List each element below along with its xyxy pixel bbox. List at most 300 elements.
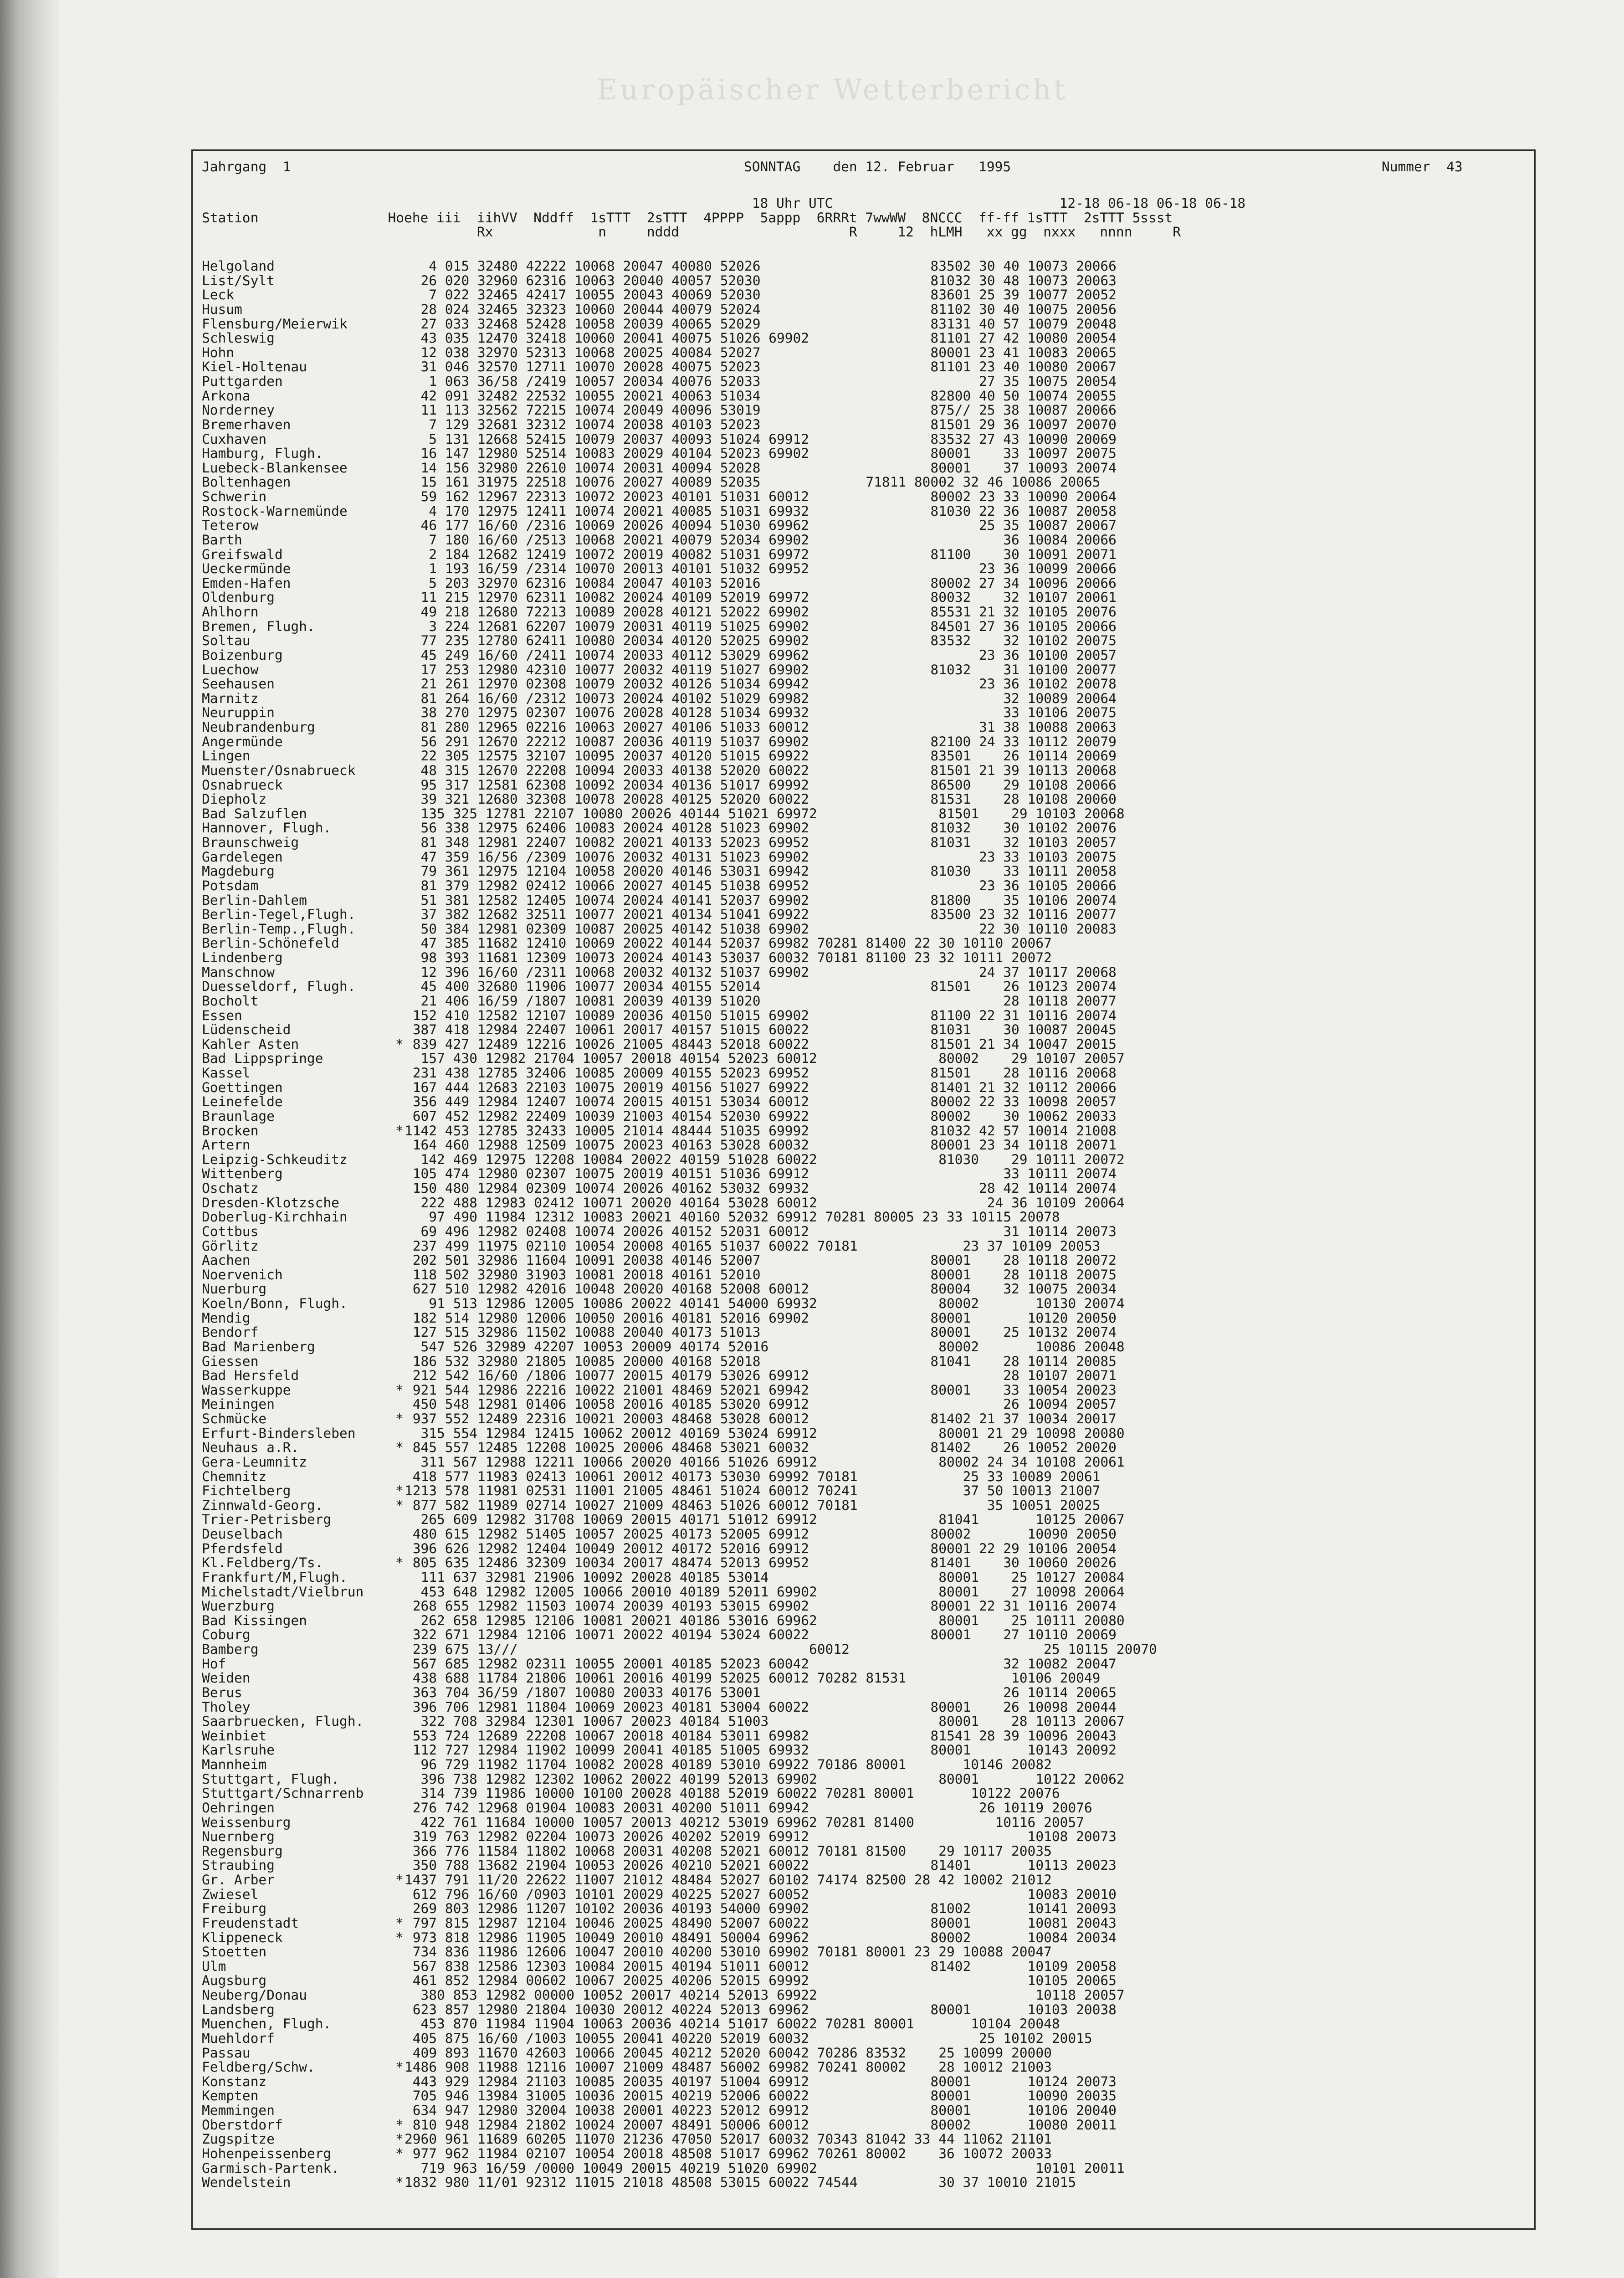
- station-name: Muehldorf: [202, 2030, 275, 2046]
- mountain-station-marker: [395, 288, 405, 303]
- observation-groups: 5 131 12668 52415 10079 20037 40093 51024 69912 83532 27 43 10090 20069: [405, 431, 1117, 447]
- mountain-station-marker: [395, 1153, 405, 1167]
- observation-groups: 453 648 12982 12005 10066 20010 40189 52011 69902 80001 27 10098 20064: [405, 1584, 1125, 1600]
- observation-groups: 387 418 12984 22407 10061 20017 40157 51015 60022 81031 30 10087 20045: [405, 1022, 1117, 1038]
- observation-groups: 142 469 12975 12208 10084 20022 40159 51028 60022 81030 29 10111 20072: [405, 1151, 1125, 1167]
- table-row: [202, 2032, 1157, 2046]
- table-row: [202, 317, 1157, 332]
- mountain-station-marker: [395, 1945, 405, 1960]
- station-name: Deuselbach: [202, 1526, 283, 1542]
- observation-groups: 1437 791 11/20 22622 11007 21012 48484 52027 60102 74174 82500 28 42 10002 21012: [405, 1872, 1052, 1888]
- table-row: [202, 1614, 1157, 1628]
- mountain-station-marker: *: [395, 1382, 404, 1398]
- station-name: Nuernberg: [202, 1829, 275, 1845]
- mountain-station-marker: [395, 1686, 405, 1700]
- table-row: [202, 1426, 1157, 1441]
- mountain-station-marker: [395, 1671, 405, 1686]
- station-name: Kl.Feldberg/Ts.: [202, 1555, 323, 1571]
- mountain-station-marker: [395, 317, 405, 332]
- table-row: [202, 994, 1157, 1009]
- station-name: Greifswald: [202, 546, 283, 562]
- station-name: Meiningen: [202, 1396, 275, 1412]
- station-name: Bocholt: [202, 993, 259, 1009]
- observation-groups: 239 675 13/// 60012 25 10115 20070: [405, 1642, 1157, 1657]
- table-row: [202, 2017, 1157, 2032]
- table-row: [202, 1268, 1157, 1283]
- mountain-station-marker: [395, 836, 405, 850]
- observation-groups: 118 502 32980 31903 10081 20018 40161 52010 80001 28 10118 20075: [405, 1267, 1117, 1283]
- station-name: Doberlug-Kirchhain: [202, 1209, 348, 1225]
- station-name: Nuerburg: [202, 1281, 267, 1297]
- mountain-station-marker: [395, 1239, 405, 1254]
- table-row: [202, 1196, 1157, 1211]
- table-row: [202, 1470, 1157, 1484]
- column-header-line-3: Rx n nddd R 12 hLMH xx gg nxxx nnnn R: [202, 224, 1181, 240]
- mountain-station-marker: [395, 360, 405, 375]
- observation-groups: 81 280 12965 02216 10063 20027 40106 51033 60012 31 38 10088 20063: [405, 719, 1117, 735]
- station-name: Mannheim: [202, 1757, 267, 1772]
- mountain-station-marker: *: [395, 2175, 404, 2191]
- mountain-station-marker: [395, 1426, 405, 1441]
- station-name: Puttgarden: [202, 374, 283, 389]
- observation-groups: 453 870 11984 11904 10063 20036 40214 51017 60022 70281 80001 10104 20048: [405, 2016, 1060, 2032]
- table-row: [202, 274, 1157, 288]
- observation-groups: 405 875 16/60 /1003 10055 20041 40220 52019 60032 25 10102 20015: [405, 2030, 1092, 2046]
- table-row: [202, 1369, 1157, 1383]
- table-row: [202, 360, 1157, 375]
- station-name: Zwiesel: [202, 1886, 259, 1902]
- observation-groups: 7 180 16/60 /2513 10068 20021 40079 52034 69902 36 10084 20066: [405, 532, 1117, 548]
- observation-groups: 97 490 11984 12312 10083 20021 40160 52032 69912 70281 80005 23 33 10115 20078: [405, 1209, 1060, 1225]
- table-row: [202, 980, 1157, 994]
- observation-groups: 21 261 12970 02308 10079 20032 40126 51034 69942 23 36 10102 20078: [405, 676, 1117, 692]
- table-row: [202, 504, 1157, 519]
- station-name: Flensburg/Meierwik: [202, 316, 348, 332]
- observation-groups: 1213 578 11981 02531 11001 21005 48461 51024 60012 70241 37 50 10013 21007: [405, 1483, 1101, 1499]
- mountain-station-marker: [395, 2104, 405, 2118]
- observation-groups: 4 015 32480 42222 10068 20047 40080 52026 83502 30 40 10073 20066: [405, 258, 1117, 274]
- mountain-station-marker: [395, 792, 405, 807]
- observation-groups: 567 838 12586 12303 10084 20015 40194 51011 60012 81402 10109 20058: [405, 1958, 1117, 1974]
- mountain-station-marker: [395, 2075, 405, 2089]
- observation-groups: 547 526 32989 42207 10053 20009 40174 52016 80002 10086 20048: [405, 1339, 1125, 1354]
- mountain-station-marker: [395, 548, 405, 562]
- mountain-station-marker: [395, 1570, 405, 1585]
- table-row: [202, 893, 1157, 908]
- observation-groups: 1832 980 11/01 92312 11015 21018 48508 53015 60022 74544 30 37 10010 21015: [405, 2175, 1076, 2191]
- table-row: [202, 620, 1157, 634]
- table-row: [202, 590, 1157, 605]
- observation-groups: 567 685 12982 02311 10055 20001 40185 52023 60042 32 10082 20047: [405, 1656, 1117, 1672]
- mountain-station-marker: [395, 1960, 405, 1974]
- observation-groups: 37 382 12682 32511 10077 20021 40134 51041 69922 83500 23 32 10116 20077: [405, 907, 1117, 923]
- mountain-station-marker: [395, 1470, 405, 1484]
- mountain-station-marker: *: [395, 1411, 404, 1426]
- mountain-station-marker: [395, 1542, 405, 1556]
- mountain-station-marker: [395, 951, 405, 965]
- observation-groups: 2 184 12682 12419 10072 20019 40082 51031 69972 81100 30 10091 20071: [405, 546, 1117, 562]
- mountain-station-marker: *: [395, 1440, 404, 1456]
- observation-groups: 47 359 16/56 /2309 10076 20032 40131 51023 69902 23 33 10103 20075: [405, 849, 1117, 865]
- station-name: Ahlhorn: [202, 604, 259, 620]
- table-row: [202, 2118, 1157, 2133]
- observation-groups: 719 963 16/59 /0000 10049 20015 40219 51020 69902 10101 20011: [405, 2160, 1125, 2176]
- mountain-station-marker: [395, 1513, 405, 1527]
- table-row: [202, 1902, 1157, 1916]
- station-name: Angermünde: [202, 734, 283, 749]
- table-row: [202, 1311, 1157, 1326]
- mountain-station-marker: [395, 1095, 405, 1109]
- table-row: [202, 1743, 1157, 1758]
- table-row: [202, 288, 1157, 303]
- mountain-station-marker: [395, 778, 405, 793]
- station-name: Bad Salzuflen: [202, 806, 307, 821]
- observation-groups: 95 317 12581 62308 10092 20034 40136 51017 69992 86500 29 10108 20066: [405, 777, 1117, 793]
- table-row: [202, 303, 1157, 317]
- table-row: [202, 807, 1157, 821]
- station-name: Weinbiet: [202, 1728, 267, 1744]
- station-name: Stuttgart/Schnarrenb: [202, 1785, 364, 1801]
- station-name: Gr. Arber: [202, 1872, 275, 1888]
- mountain-station-marker: [395, 1657, 405, 1672]
- station-name: Artern: [202, 1137, 251, 1153]
- observation-groups: 81 348 12981 22407 10082 20021 40133 52023 69952 81031 32 10103 20057: [405, 835, 1117, 850]
- observation-groups: 322 708 32984 12301 10067 20023 40184 51003 80001 28 10113 20067: [405, 1714, 1125, 1729]
- mountain-station-marker: [395, 663, 405, 677]
- observation-groups: 16 147 12980 52514 10083 20029 40104 52023 69902 80001 33 10097 20075: [405, 446, 1117, 462]
- table-row: [202, 1484, 1157, 1498]
- observation-groups: 363 704 36/59 /1807 10080 20033 40176 53001 26 10114 20065: [405, 1684, 1117, 1700]
- observation-groups: 319 763 12982 02204 10073 20026 40202 52019 69912 10108 20073: [405, 1829, 1117, 1845]
- mountain-station-marker: [395, 1354, 405, 1369]
- table-row: [202, 965, 1157, 980]
- observation-groups: 322 671 12984 12106 10071 20022 40194 53024 60022 80001 27 10110 20069: [405, 1627, 1117, 1643]
- table-row: [202, 634, 1157, 648]
- page: [59, 0, 1624, 2278]
- table-row: [202, 1527, 1157, 1542]
- table-row: [202, 259, 1157, 274]
- mountain-station-marker: [395, 1801, 405, 1816]
- observation-groups: 150 480 12984 02309 10074 20026 40162 53032 69932 28 42 10114 20074: [405, 1180, 1117, 1196]
- observation-groups: 50 384 12981 02309 10087 20025 40142 51038 69902 22 30 10110 20083: [405, 921, 1117, 937]
- observation-groups: 22 305 12575 32107 10095 20037 40120 51015 69922 83501 26 10114 20069: [405, 748, 1117, 764]
- table-row: [202, 1844, 1157, 1859]
- observation-groups: 167 444 12683 22103 10075 20019 40156 51027 69922 81401 21 32 10112 20066: [405, 1079, 1117, 1095]
- mountain-station-marker: [395, 1397, 405, 1412]
- table-row: [202, 677, 1157, 692]
- station-name: Hohenpeissenberg: [202, 2145, 332, 2161]
- observation-groups: 1486 908 11988 12116 10007 21009 48487 56002 69982 70241 80002 28 10012 21003: [405, 2059, 1052, 2075]
- mountain-station-marker: *: [395, 1497, 404, 1513]
- observation-groups: 12 396 16/60 /2311 10068 20032 40132 51037 69902 24 37 10117 20068: [405, 964, 1117, 980]
- mountain-station-marker: *: [395, 1915, 404, 1931]
- table-row: [202, 1037, 1157, 1052]
- table-row: [202, 2161, 1157, 2176]
- mountain-station-marker: [395, 1988, 405, 2003]
- mountain-station-marker: [395, 821, 405, 836]
- table-row: [202, 1758, 1157, 1772]
- observation-groups: 977 962 11984 02107 10054 20018 48508 51017 69962 70261 80002 36 10072 20033: [405, 2145, 1052, 2161]
- observation-groups: 51 381 12582 12405 10074 20024 40141 52037 69902 81800 35 10106 20074: [405, 892, 1117, 908]
- station-name: Marnitz: [202, 690, 259, 706]
- station-name: Husum: [202, 301, 242, 317]
- mountain-station-marker: [395, 389, 405, 404]
- mountain-station-marker: [395, 893, 405, 908]
- station-name: Muenchen, Flugh.: [202, 2016, 332, 2032]
- station-name: Hof: [202, 1656, 226, 1672]
- table-row: [202, 1095, 1157, 1109]
- table-row: [202, 792, 1157, 807]
- station-name: Freudenstadt: [202, 1915, 299, 1931]
- observation-groups: 839 427 12489 12216 10026 21005 48443 52018 60022 81501 21 34 10047 20015: [405, 1036, 1117, 1052]
- station-name: Neubrandenburg: [202, 719, 315, 735]
- station-name: Augsburg: [202, 1973, 267, 1989]
- station-name: Ueckermünde: [202, 561, 291, 577]
- table-row: [202, 418, 1157, 432]
- station-name: Oldenburg: [202, 590, 275, 605]
- table-row: [202, 1023, 1157, 1037]
- station-name: Pferdsfeld: [202, 1540, 283, 1556]
- observation-groups: 3 224 12681 62207 10079 20031 40119 51025 69902 84501 27 36 10105 20066: [405, 618, 1117, 634]
- observation-groups: 46 177 16/60 /2316 10069 20026 40094 51030 69962 25 35 10087 20067: [405, 518, 1117, 534]
- table-row: [202, 562, 1157, 576]
- station-name: Hamburg, Flugh.: [202, 446, 323, 462]
- station-name: Oehringen: [202, 1800, 275, 1816]
- observation-groups: 422 761 11684 10000 10057 20013 40212 53019 69962 70281 81400 10116 20057: [405, 1814, 1084, 1830]
- table-row: [202, 432, 1157, 447]
- table-row: [202, 1498, 1157, 1513]
- table-row: [202, 1325, 1157, 1340]
- table-row: [202, 663, 1157, 677]
- table-row: [202, 821, 1157, 836]
- mountain-station-marker: [395, 2032, 405, 2046]
- station-name: Berlin-Tegel,Flugh.: [202, 907, 356, 923]
- mountain-station-marker: [395, 375, 405, 389]
- table-row: [202, 1066, 1157, 1081]
- observation-groups: 314 739 11986 10000 10100 20028 40188 52019 60022 70281 80001 10122 20076: [405, 1785, 1060, 1801]
- observation-groups: 396 706 12981 11804 10069 20023 40181 53004 60022 80001 26 10098 20044: [405, 1699, 1117, 1715]
- observation-groups: 11 113 32562 72215 10074 20049 40096 53019 875// 25 38 10087 20066: [405, 402, 1117, 418]
- observation-groups: 237 499 11975 02110 10054 20008 40165 51037 60022 70181 23 37 10109 20053: [405, 1238, 1101, 1254]
- observation-groups: 276 742 12968 01904 10083 20031 40200 51011 69942 26 10119 20076: [405, 1800, 1092, 1816]
- station-name: Aachen: [202, 1252, 251, 1268]
- station-name: Zinnwald-Georg.: [202, 1497, 323, 1513]
- station-name: Tholey: [202, 1699, 251, 1715]
- station-name: Diepholz: [202, 791, 267, 807]
- mountain-station-marker: [395, 1642, 405, 1657]
- mountain-station-marker: [395, 1729, 405, 1744]
- observation-groups: 17 253 12980 42310 10077 20032 40119 51027 69902 81032 31 10100 20077: [405, 662, 1117, 677]
- station-name: Lingen: [202, 748, 251, 764]
- observation-groups: 921 544 12986 22216 10022 21001 48469 52021 69942 80001 33 10054 20023: [405, 1382, 1117, 1398]
- station-name: Berus: [202, 1684, 242, 1700]
- observation-groups: 186 532 32980 21805 10085 20000 40168 52018 81041 28 10114 20085: [405, 1353, 1117, 1369]
- observation-groups: 77 235 12780 62411 10080 20034 40120 52025 69902 83532 32 10102 20075: [405, 633, 1117, 649]
- observation-groups: 42 091 32482 22532 10055 20021 40063 51034 82800 40 50 10074 20055: [405, 388, 1117, 404]
- observation-groups: 182 514 12980 12006 10050 20016 40181 52016 69902 80001 10120 20050: [405, 1310, 1117, 1326]
- table-row: [202, 475, 1157, 490]
- mountain-station-marker: [395, 490, 405, 504]
- station-name: Hannover, Flugh.: [202, 820, 332, 836]
- mountain-station-marker: [395, 1830, 405, 1844]
- table-row: [202, 1816, 1157, 1830]
- station-name: Duesseldorf, Flugh.: [202, 979, 356, 995]
- table-row: [202, 922, 1157, 937]
- table-row: [202, 836, 1157, 850]
- table-row: [202, 764, 1157, 778]
- station-name: Görlitz: [202, 1238, 259, 1254]
- mountain-station-marker: [395, 864, 405, 879]
- station-name: Lüdenscheid: [202, 1022, 291, 1038]
- station-name: Gera-Leumnitz: [202, 1454, 307, 1470]
- table-row: [202, 1801, 1157, 1816]
- mountain-station-marker: [395, 1902, 405, 1916]
- observation-groups: 810 948 12984 21802 10024 20007 48491 50006 60012 80002 10080 20011: [405, 2117, 1117, 2133]
- mountain-station-marker: *: [395, 1123, 404, 1139]
- mountain-station-marker: [395, 518, 405, 533]
- observation-groups: 1 193 16/59 /2314 10070 20013 40101 51032 69952 23 36 10099 20066: [405, 561, 1117, 577]
- station-name: Bamberg: [202, 1642, 259, 1657]
- table-row: [202, 375, 1157, 389]
- mountain-station-marker: [395, 1758, 405, 1772]
- observation-groups: 4 170 12975 12411 10074 20021 40085 51031 69932 81030 22 36 10087 20058: [405, 503, 1117, 519]
- mountain-station-marker: [395, 1210, 405, 1225]
- table-row: [202, 461, 1157, 476]
- mountain-station-marker: [395, 1743, 405, 1758]
- observation-groups: 627 510 12982 42016 10048 20020 40168 52008 60012 80004 32 10075 20034: [405, 1281, 1117, 1297]
- station-name: Trier-Petrisberg: [202, 1512, 332, 1528]
- table-row: [202, 2003, 1157, 2017]
- table-row: [202, 2075, 1157, 2089]
- mountain-station-marker: [395, 994, 405, 1009]
- station-name: Bremerhaven: [202, 416, 291, 432]
- mountain-station-marker: [395, 749, 405, 764]
- observation-groups: 15 161 31975 22518 10076 20027 40089 52035 71811 80002 32 46 10086 20065: [405, 474, 1101, 490]
- table-row: [202, 850, 1157, 865]
- station-name: Seehausen: [202, 676, 275, 692]
- station-name: Muenster/Osnabrueck: [202, 762, 356, 778]
- station-name: Ulm: [202, 1958, 226, 1974]
- table-row: [202, 1225, 1157, 1239]
- station-name: Straubing: [202, 1857, 275, 1873]
- observation-groups: 553 724 12689 22208 10067 20018 40184 53011 69982 81541 28 39 10096 20043: [405, 1728, 1117, 1744]
- table-row: [202, 1513, 1157, 1527]
- observation-groups: 111 637 32981 21906 10092 20028 40185 53014 80001 25 10127 20084: [405, 1569, 1125, 1585]
- station-name: Freiburg: [202, 1901, 267, 1917]
- mountain-station-marker: [395, 259, 405, 274]
- station-name: Luebeck-Blankensee: [202, 460, 348, 476]
- observation-groups: 450 548 12981 01406 10058 20016 40185 53020 69912 26 10094 20057: [405, 1396, 1117, 1412]
- observation-groups: 231 438 12785 32406 10085 20009 40155 52023 69952 81501 28 10116 20068: [405, 1065, 1117, 1081]
- mountain-station-marker: [395, 1816, 405, 1830]
- table-row: [202, 908, 1157, 922]
- observation-groups: 48 315 12670 22208 10094 20033 40138 52020 60022 81501 21 39 10113 20068: [405, 762, 1117, 778]
- table-row: [202, 2089, 1157, 2104]
- table-row: [202, 1124, 1157, 1139]
- station-name: Emden-Hafen: [202, 575, 291, 591]
- observation-groups: 1 063 36/58 /2419 10057 20034 40076 52033 27 35 10075 20054: [405, 374, 1117, 389]
- station-name: Weissenburg: [202, 1814, 291, 1830]
- table-row: [202, 1988, 1157, 2003]
- station-name: Braunschweig: [202, 835, 299, 850]
- table-row: [202, 1599, 1157, 1614]
- station-name: Cottbus: [202, 1223, 259, 1239]
- mountain-station-marker: [395, 1614, 405, 1628]
- observation-groups: 2960 961 11689 60205 11070 21236 47050 52017 60032 70343 81042 33 44 11062 21101: [405, 2131, 1052, 2147]
- table-row: [202, 1138, 1157, 1153]
- volume-label: Jahrgang 1: [202, 159, 291, 174]
- table-row: [202, 864, 1157, 879]
- observation-groups: 157 430 12982 21704 10057 20018 40154 52023 60012 80002 29 10107 20057: [405, 1051, 1125, 1067]
- observation-groups: 438 688 11784 21806 10061 20016 40199 52025 60012 70282 81531 10106 20049: [405, 1670, 1101, 1686]
- station-name: Bad Hersfeld: [202, 1368, 299, 1384]
- table-row: [202, 1772, 1157, 1787]
- station-name: Weiden: [202, 1670, 251, 1686]
- table-row: [202, 1167, 1157, 1181]
- mountain-station-marker: [395, 533, 405, 548]
- station-name: Bremen, Flugh.: [202, 618, 315, 634]
- station-name: Giessen: [202, 1353, 259, 1369]
- table-row: [202, 1714, 1157, 1729]
- mountain-station-marker: [395, 648, 405, 663]
- observation-groups: 14 156 32980 22610 10074 20031 40094 52028 80001 37 10093 20074: [405, 460, 1117, 476]
- table-row: [202, 749, 1157, 764]
- station-name: Kahler Asten: [202, 1036, 299, 1052]
- mountain-station-marker: [395, 965, 405, 980]
- station-name: Feldberg/Schw.: [202, 2059, 315, 2075]
- station-name: Landsberg: [202, 2001, 275, 2017]
- table-row: [202, 1960, 1157, 1974]
- table-row: [202, 1081, 1157, 1095]
- mountain-station-marker: [395, 576, 405, 591]
- mountain-station-marker: [395, 677, 405, 692]
- table-row: [202, 1888, 1157, 1902]
- table-row: [202, 2046, 1157, 2061]
- table-row: [202, 1974, 1157, 1988]
- table-row: [202, 605, 1157, 620]
- mountain-station-marker: [395, 980, 405, 994]
- mountain-station-marker: [395, 2017, 405, 2032]
- station-name: Dresden-Klotzsche: [202, 1195, 339, 1211]
- mountain-station-marker: [395, 879, 405, 893]
- mountain-station-marker: *: [395, 2145, 404, 2161]
- table-row: [202, 1628, 1157, 1642]
- column-header-line-2: Station Hoehe iii iihVV Nddff 1sTTT 2sTTT 4PPPP 5appp 6RRRt 7wwWW 8NCCC ff-ff 1sTTT 2sTTT 5ssst: [202, 210, 1173, 226]
- observation-groups: 81 264 16/60 /2312 10073 20024 40102 51029 69982 32 10089 20064: [405, 690, 1117, 706]
- station-name: Oberstdorf: [202, 2117, 283, 2133]
- station-name: Schmücke: [202, 1411, 267, 1426]
- table-row: [202, 331, 1157, 346]
- mountain-station-marker: [395, 446, 405, 461]
- table-row: [202, 1181, 1157, 1196]
- mountain-station-marker: [395, 1599, 405, 1614]
- table-row: [202, 1397, 1157, 1412]
- observation-groups: 350 788 13682 21904 10053 20026 40210 52021 60022 81401 10113 20023: [405, 1857, 1117, 1873]
- observation-groups: 443 929 12984 21103 10085 20035 40197 51004 69912 80001 10124 20073: [405, 2073, 1117, 2089]
- observation-groups: 81 379 12982 02412 10066 20027 40145 51038 69952 23 36 10105 20066: [405, 877, 1117, 893]
- table-row: [202, 1412, 1157, 1426]
- station-name: Garmisch-Partenk.: [202, 2160, 339, 2176]
- station-name: Brocken: [202, 1123, 259, 1139]
- mountain-station-marker: *: [395, 1036, 404, 1052]
- station-name: Teterow: [202, 518, 259, 534]
- mountain-station-marker: [395, 720, 405, 735]
- station-name: Passau: [202, 2045, 251, 2061]
- station-name: Neuruppin: [202, 705, 275, 721]
- observation-groups: 845 557 12485 12208 10025 20006 48468 53021 60032 81402 26 10052 20020: [405, 1440, 1117, 1456]
- station-name: Memmingen: [202, 2103, 275, 2118]
- observation-groups: 705 946 13984 31005 10036 20015 40219 52006 60022 80001 10090 20035: [405, 2088, 1117, 2104]
